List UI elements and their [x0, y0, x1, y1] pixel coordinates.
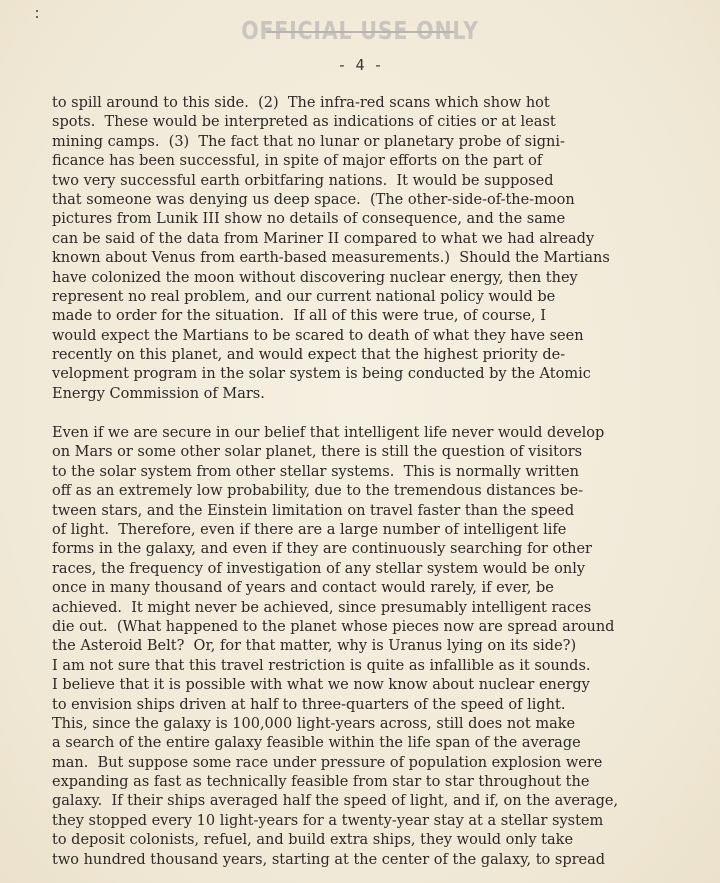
text-line: to envision ships driven at half to three-quarters of the speed of light. [52, 696, 566, 713]
text-line: recently on this planet, and would expect that the highest priority de- [52, 347, 566, 364]
text-line: man. But suppose some race under pressure of population explosion were [52, 754, 603, 771]
text-line: to the solar system from other stellar systems. This is normally written [52, 463, 579, 480]
text-line: Even if we are secure in our belief that intelligent life never would develop [52, 425, 605, 442]
text-line: off as an extremely low probability, due to the tremendous distances be- [52, 483, 583, 500]
text-line: two very successful earth orbitfaring nations. It would be supposed [52, 172, 554, 189]
text-line: achieved. It might never be achieved, since presumably intelligent races [52, 599, 592, 616]
text-line: races, the frequency of investigation of any stellar system would be only [52, 560, 586, 577]
text-line: ficance has been successful, in spite of major efforts on the part of [52, 153, 543, 170]
text-line: velopment program in the solar system is being conducted by the Atomic [52, 366, 591, 383]
text-line: to spill around to this side. (2) The infra-red scans which show hot [52, 95, 550, 111]
text-line: tween stars, and the Einstein limitation on travel faster than the speed [52, 502, 575, 519]
text-line: would expect the Martians to be scared to death of what they have seen [52, 327, 584, 344]
paragraph-gap [52, 404, 692, 424]
text-line: have colonized the moon without discovering nuclear energy, then they [52, 269, 578, 286]
stamp-strikethrough [266, 31, 455, 33]
text-line: they stopped every 10 light-years for a twenty-year stay at a stellar system [52, 812, 604, 829]
text-line: once in many thousand of years and contact would rarely, if ever, be [52, 580, 554, 597]
text-line: expanding as fast as technically feasible from star to star throughout the [52, 774, 590, 791]
stamp-text: OFFICIAL USE ONLY [241, 16, 479, 45]
text-line: on Mars or some other solar planet, there is still the question of visitors [52, 444, 583, 461]
text-line: spots. These would be interpreted as indications of cities or at least [52, 114, 556, 131]
text-line: die out. (What happened to the planet whose pieces now are spread around [52, 618, 615, 635]
text-line: a search of the entire galaxy feasible within the life span of the average [52, 735, 581, 752]
paragraph [52, 94, 692, 404]
text-line: two hundred thousand years, starting at the center of the galaxy, to spread [52, 851, 606, 868]
text-line: I am not sure that this travel restriction is quite as infallible as it sounds. [52, 657, 591, 674]
text-line: made to order for the situation. If all of this were true, of course, I [52, 308, 546, 325]
page-number: - 4 - [337, 56, 383, 74]
text-line: Energy Commission of Mars. [52, 385, 265, 402]
text-line: This, since the galaxy is 100,000 light-years across, still does not make [52, 715, 576, 732]
text-line: the Asteroid Belt? Or, for that matter, why is Uranus lying on its side?) [52, 638, 577, 655]
text-line: galaxy. If their ships averaged half the speed of light, and if, on the average, [52, 793, 619, 810]
paragraph [52, 424, 692, 870]
classification-stamp [65, 16, 655, 45]
text-line: known about Venus from earth-based measurements.) Should the Martians [52, 250, 610, 267]
text-line: of light. Therefore, even if there are a large number of intelligent life [52, 522, 567, 538]
text-line: pictures from Lunik III show no details of consequence, and the same [52, 211, 566, 228]
text-line: I believe that it is possible with what we now know about nuclear energy [52, 677, 590, 694]
text-line: to deposit colonists, refuel, and build extra ships, they would only take [52, 832, 574, 849]
text-line: forms in the galaxy, and even if they are continuously searching for other [52, 541, 592, 558]
text-line: mining camps. (3) The fact that no lunar or planetary probe of signi- [52, 133, 565, 150]
margin-speck [36, 10, 39, 24]
text-line: that someone was denying us deep space. (The other-side-of-the-moon [52, 191, 575, 208]
text-line: can be said of the data from Mariner II compared to what we had already [52, 230, 595, 247]
document-body [52, 94, 692, 870]
text-line: represent no real problem, and our current national policy would be [52, 288, 556, 305]
